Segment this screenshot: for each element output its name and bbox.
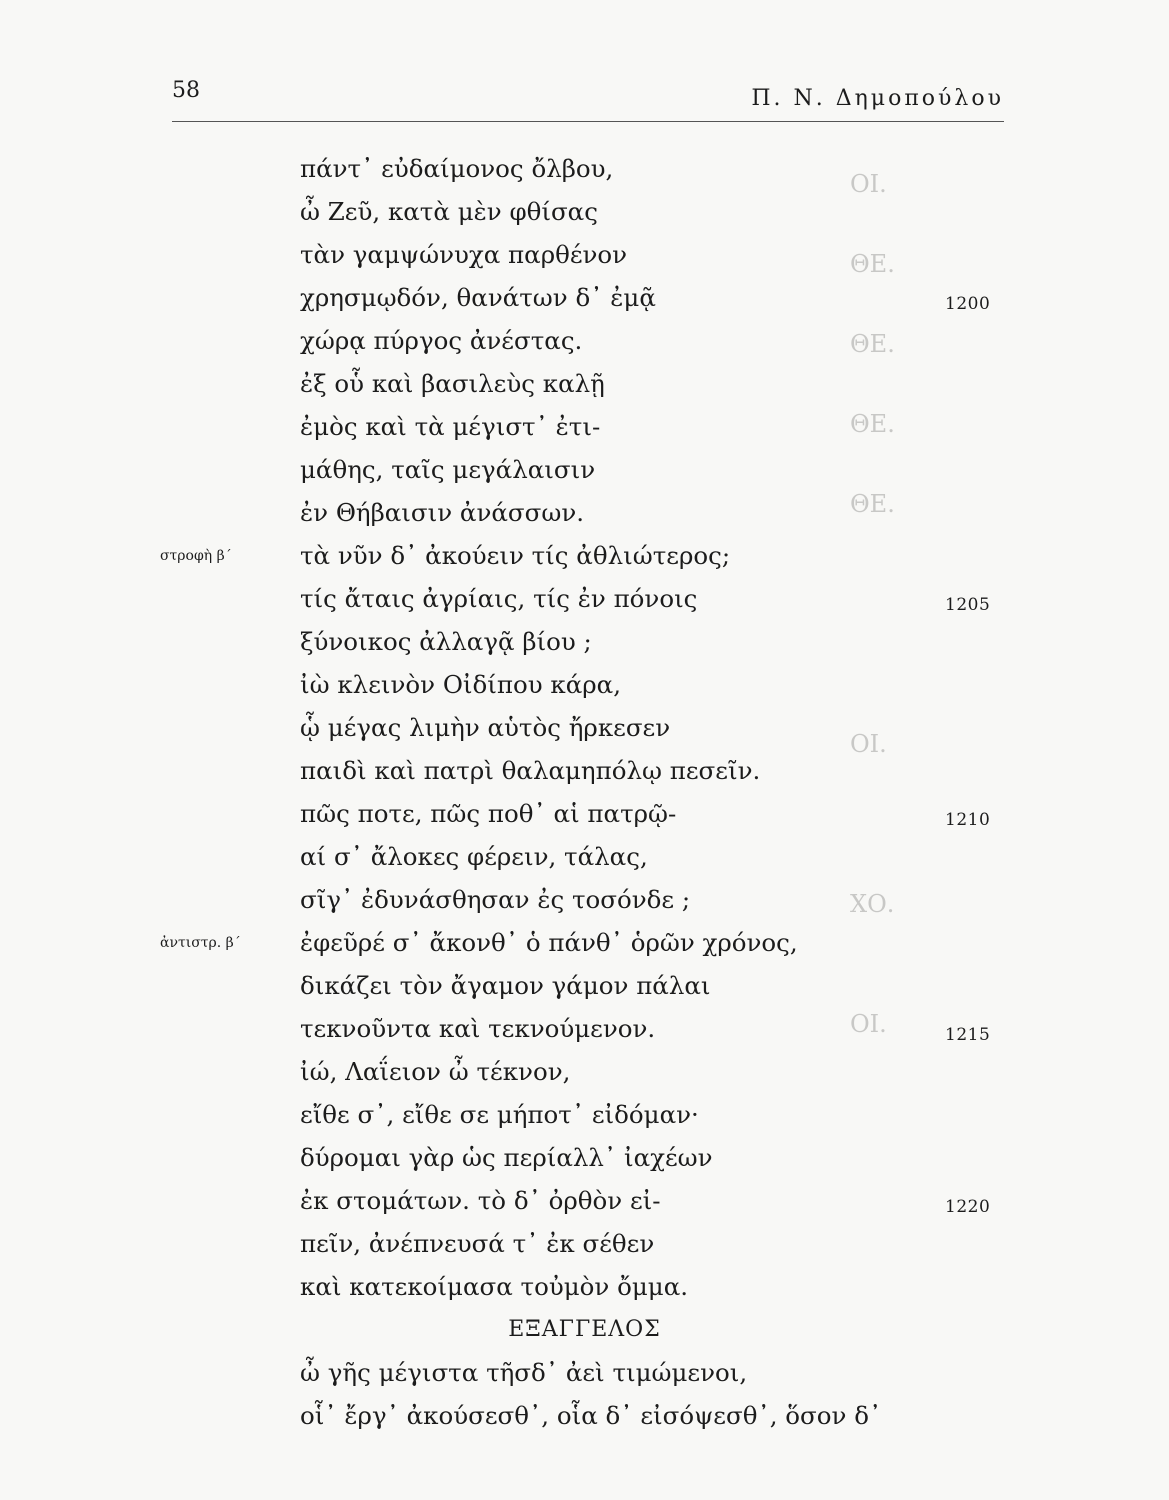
- line-number: 1220: [945, 1197, 991, 1217]
- verse-line: ᾧ μέγας λιμὴν αὑτὸς ἤρκεσεν: [300, 713, 671, 742]
- line-number: 1210: [945, 810, 991, 830]
- verse-line: τίς ἄταις ἀγρίαις, τίς ἐν πόνοις: [300, 584, 698, 613]
- line-number: 1200: [945, 294, 991, 314]
- verse-line: χώρᾳ πύργος ἀνέστας.: [300, 326, 583, 355]
- verse-line: χρησμῳδόν, θανάτων δ᾽ ἐμᾷ: [300, 283, 656, 312]
- verse-line: μάθης, ταῖς μεγάλαισιν: [300, 455, 596, 484]
- verse-line: ἐν Θήβαισιν ἀνάσσων.: [300, 498, 585, 527]
- verse-line: σῖγ᾽ ἐδυνάσθησαν ἐς τοσόνδε ;: [300, 885, 691, 914]
- verse-line: ἐξ οὗ καὶ βασιλεὺς καλῇ: [300, 369, 605, 398]
- verse-line: εἴθε σ᾽, εἴθε σε μήποτ᾽ εἰδόμαν·: [300, 1100, 699, 1129]
- verse-line: ἰώ, Λαΐειον ὦ τέκνον,: [300, 1057, 571, 1086]
- line-number: 1205: [945, 595, 991, 615]
- verse-line: δικάζει τὸν ἄγαμον γάμον πάλαι: [300, 971, 711, 1000]
- verse-line: πεῖν, ἀνέπνευσά τ᾽ ἐκ σέθεν: [300, 1229, 655, 1258]
- verse-line: τὰ νῦν δ᾽ ἀκούειν τίς ἀθλιώτερος;: [300, 541, 731, 570]
- verse-line: παιδὶ καὶ πατρὶ θαλαμηπόλῳ πεσεῖν.: [300, 756, 761, 785]
- verse-line: ἐμὸς καὶ τὰ μέγιστ᾽ ἐτι-: [300, 412, 601, 441]
- speaker-heading: ΕΞΑΓΓΕΛΟΣ: [508, 1317, 661, 1342]
- line-number: 1215: [945, 1025, 991, 1045]
- messenger-line: οἷ᾽ ἔργ᾽ ἀκούσεσθ᾽, οἷα δ᾽ εἰσόψεσθ᾽, ὅσον δ᾽: [300, 1401, 882, 1430]
- verse-line: αί σ᾽ ἄλοκες φέρειν, τάλας,: [300, 842, 648, 871]
- verse-line: πάντ᾽ εὐδαίμονος ὄλβου,: [300, 154, 614, 183]
- verse-line: ξύνοικος ἀλλαγᾷ βίου ;: [300, 627, 592, 656]
- antistrophe-label: ἀντιστρ. β΄: [160, 935, 241, 951]
- page-number: 58: [172, 78, 200, 103]
- verse-line: τεκνοῦντα καὶ τεκνούμενον.: [300, 1014, 656, 1043]
- verse-line: καὶ κατεκοίμασα τοὐμὸν ὄμμα.: [300, 1272, 689, 1301]
- verse-line: ἰὼ κλεινὸν Οἰδίπου κάρα,: [300, 670, 622, 699]
- verse-line: ἐκ στομάτων. τὸ δ᾽ ὀρθὸν εἰ-: [300, 1186, 661, 1215]
- verse-line: πῶς ποτε, πῶς ποθ᾽ αἱ πατρῷ-: [300, 799, 677, 828]
- running-title: Π. Ν. Δημοπούλου: [751, 86, 1004, 111]
- verse-line: ὦ Ζεῦ, κατὰ μὲν φθίσας: [300, 197, 598, 226]
- verse-line: δύρομαι γὰρ ὡς περίαλλ᾽ ἰαχέων: [300, 1143, 713, 1172]
- strophe-label: στροφὴ β΄: [160, 548, 232, 564]
- messenger-line: ὦ γῆς μέγιστα τῆσδ᾽ ἀεὶ τιμώμενοι,: [300, 1358, 748, 1387]
- verse-line: ἐφεῦρέ σ᾽ ἄκονθ᾽ ὁ πάνθ᾽ ὁρῶν χρόνος,: [300, 928, 798, 957]
- verse-line: τὰν γαμψώνυχα παρθένον: [300, 240, 628, 269]
